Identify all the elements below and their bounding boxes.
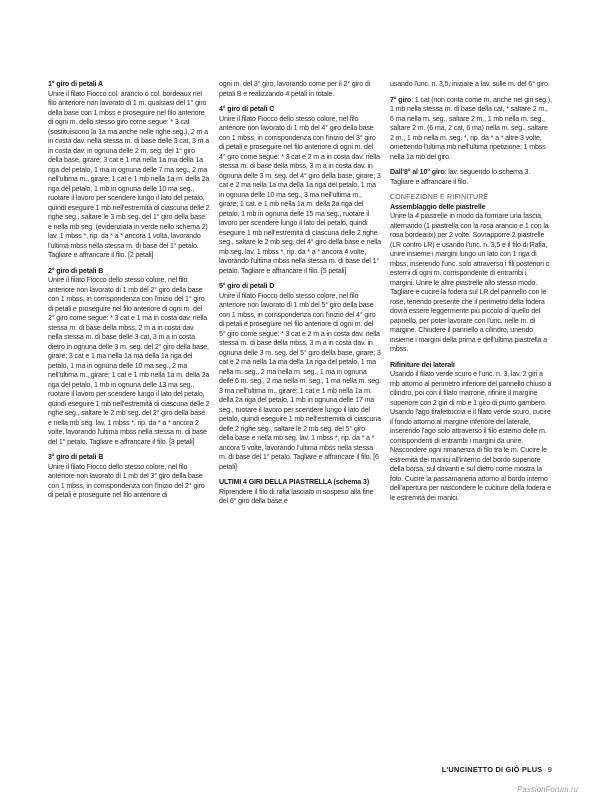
body-text: : lav. seguendo lo schema 3. Tagliare e affrancare il filo. <box>390 168 531 186</box>
body-text: Unire il filato Fiocco dello stesso colore, nel filo anteriore non lavorato di 1 mb del 2° giro della base con 1 mbss, in corrispondenza con l'inizio del 1° giro di petali e proseguire nel filo anteriore di ogni m. del 2° giro come segue: * 3 cat e 1 ma in costa dav. nella stessa m. di base della mbss, 2 m a in costa dav. nella stessa m. di base delle 3 cat, 3 m a in costa dietro in ognuna delle 3 m. seg. del 2° giro della base, girare; 3 cat e 1 ma nella 1a ma della 1a riga del petalo, 1 ma in ognuna delle 10 ma seg., 2 ma nell'ultima m., girare; 1 cat e 1 mb nella 1a m. della 2a riga del petalo, 1 mb in ognuna delle 13 ma seg., ruotare il lavoro per scendere lungo il lato del petalo, quindi eseguire 1 mb nell'estremità di ciascuna delle 2 righe seg., saltare le 2 mb seg. del 2° giro della base e nella mb seg. lav. 1 mbss *, rip. da * a * ancora 2 volte, lavorando l'ultima mbss nella stessa m. di base del 1° petalo. Tagliare e affrancare il filo. [3 petali] <box>48 276 210 446</box>
section-heading: Rifiniture dei laterali <box>390 360 455 369</box>
paragraph <box>390 96 552 163</box>
paragraph <box>219 478 381 507</box>
body-text: Usando il filato verde scuro e l'unc. n. 3, lav. 2 giri a mb attorno al perimetro inferiore del pannello chiuso a cilindro, poi con il filato marrone, rifinire il margine superiore con 2 giri di mb e 1 giro di punto gambero. Usando l'ago tirafettuccia e il filato verde scuro, cucire il fondo attorno al margine inferiore del laterale, inserendo l'ago solo attraverso il filo esterno delle m. corrispondenti di entrambi i margini da unire. Nascondere ogni rimanenza di filo tra le m. Cucire le estremità dei manici all'interno del bordo superiore della borsa, sul davanti e sul dietro come mostra la foto. Cucire la passamaneria attorno al bordo interno dell'apertura per nascondere le cuciture della fodera e le estremità dei manici. <box>390 370 552 502</box>
column-middle <box>219 80 381 513</box>
body-text: Riprendere il filo di rafia lasciato in sospeso alla fine del 6° giro della base e <box>219 487 374 505</box>
paragraph <box>48 267 210 448</box>
paragraph <box>48 453 210 501</box>
paragraph <box>48 80 210 261</box>
body-text: Unire il filato Fiocco dello stesso colore, nel filo anteriore non lavorato di 1 mb del 5° giro della base con 1 mbss, in corrispondenza con l'inizio del 4° giro di petali e proseguire nel filo anteriore di ogni m. del 5° giro come segue: * 3 cat e 2 m a in costa dav. nella stessa m. di base della mbss, 3 m a in costa dav. in ognuna delle 3 m. seg. del 5° giro della base, girare; 3 cat e 2 ma nella 1a ma della 1a riga del petalo, 1 ma nella m. seg., 2 ma nella m. seg., 1 ma in ognuna delle 6 m. seg., 2 ma nella m. seg., 1 ma nella m. seg. 3 ma nell'ultima m., girare; 1 cat e 1 mb nella 1a m. della 2a riga del petalo, 1 mb in ognuna delle 17 ma seg., ruotare il lavoro per scendere lungo il lato del petalo, quindi eseguire 1 mb nell'estremità di ciascuna delle 2 righe seg., saltare le 2 mb seg. del 5° giro della base e nella mb seg. lav. 1 mbss *, rip. da * a * ancora 5 volte, lavorando l'ultima mbss nella stessa m. di base del 1° petalo. Tagliare e affrancare il filo. [6 petali] <box>219 291 381 471</box>
column-left <box>48 80 210 507</box>
paragraph <box>219 80 381 99</box>
section-heading: 2° giro di petali B <box>48 266 104 275</box>
step-label: 7° giro <box>390 95 412 104</box>
paragraph <box>219 282 381 472</box>
magazine-name: L'UNCINETTO DI GIÒ PLUS <box>441 765 543 774</box>
paragraph <box>390 361 552 504</box>
section-heading: Assemblaggio delle piastrelle <box>390 202 486 211</box>
paragraph <box>390 80 552 90</box>
body-text: ogni m. del 3° giro, lavorando come per il 2° giro di petali B e realizzando 4 petali in totale. <box>219 80 371 98</box>
page-number: 9 <box>547 765 552 774</box>
section-heading: 1° giro di petali A <box>48 80 103 88</box>
body-text: : 1 cat (non conta come m. anche nei giri seg.), 1 mb nella stessa m. di base della cat, * saltare 2 m., 6 ma nella m. seg., saltare 2 m., 1 mb nella m. seg., saltare 2 m. (6 ma, 2 cat, 6 ma) nella m. seg., saltare 2 m., 1 mb nella m. seg. *, rip. da * a * altre 3 volte, omettendo l'ultima mb nell'ultima ripetizione; 1 mbss nella 1a mb del giro. <box>390 95 552 161</box>
section-heading: ULTIMI 4 GIRI DELLA PIASTRELLA (schema 3) <box>219 478 370 486</box>
body-text: Unire la 4 piastrelle in modo da formare una fascia, alternando (1 piastrella con la rosa arancio e 1 con la rosa bordeaux) per 2 volte. Sovrapporre 2 piastrelle (LR contro LR) e usando l'unc. n. 3,5 e il filo di Rafia, unire insieme i margini lungo un lato con 1 riga di mbss, inserendo l'unc. solo attraverso i fili posteriori o esterni di ogni m. corrispondente di entrambi i margini. Unire le altre piastrelle allo stesso modo. Tagliare e cucire la fodera sul LR del pannello con le rose, tenendo presente che il perimetro della fodera dovrà essere leggermente più piccolo di quello del pannello, per poter lavorare con l'unc. nelle m. di margine. Chiudere il pannello a cilindro, unendo insieme i margini della prima e dell'ultima piastrella a mbss. <box>390 212 550 353</box>
body-text: Unire il filato Fiocco col. arancio o col. bordeaux nel filo anteriore non lavorato di 1 m. qualsiasi del 1° giro della base con 1 mbss e proseguire nel filo anteriore di ogni m. dello stesso giro come segue: * 3 cat (sostituiscono la 1a ma anche nelle righe seg.), 2 m a in costa dav. nella stessa m. di base delle 3 cat, 3 m a in costa dav. in ognuna delle 2 m. seg. del 1° giro della base, girare; 3 cat e 1 ma nella 1a ma della 1a riga del petalo, 1 ma in ognuna delle 7 ma seg., 2 ma nell'ultima m., girare; 1 cat e 1 mb nella 1a m. della 2a riga del petalo, 1 mb in ognuna delle 10 ma seg., ruotare il lavoro per scendere lungo il lato del petalo, quindi eseguire 1 mb nell'estremità di ciascuna delle 2 righe seg., saltare le 3 mb seg. del 1° giro della base e nella mb seg. (evidenziata in verde nello schema 2) lav. 1 mbss *, rip. da * a * ancora 1 volta, lavorando l'ultima mbss nella stessa m. di base del 1° petalo. Tagliare e affrancare il filo. [2 petali] <box>48 89 210 259</box>
paragraph <box>219 105 381 276</box>
paragraph <box>390 193 552 355</box>
body-text: usando l'unc. n. 3,5, iniziare a lav. sulle m. del 6° giro. <box>390 80 550 88</box>
section-heading: 3° giro di petali B <box>48 453 104 461</box>
paragraph <box>390 168 552 187</box>
section-heading: 5° giro di petali D <box>219 282 275 290</box>
watermark: PassionForum.ru <box>517 785 578 794</box>
step-label: Dall'8° al 10° giro <box>390 168 445 176</box>
body-text: Unire il filato Fiocco dello stesso colore, nel filo anteriore non lavorato di 1 mb del 4° giro della base con 1 mbss, in corrispondenza con l'inizio del 3° giro di petali e proseguire nel filo anteriore di ogni m. del 4° giro come segue: * 3 cat e 2 m a in costa dav. nella stessa m. di base della mbss, 3 m a in costa dav. in ognuna delle 3 m. seg. del 4° giro della base, girare; 3 cat e 2 ma nella 1a ma della 1a riga del petalo, 1 ma in ognuna delle 10 ma seg., 3 ma nell'ultima m., girare; 1 cat. e 1 mb nella 1a m. della 2a riga del petalo, 1 mb in ognuna delle 15 ma seg., ruotare il lavoro per scendere lungo il lato del petalo, quindi eseguire 1 mb nell'estremità di ciascuna delle 2 righe seg., saltare le 2 mb seg. del 4° giro della base e nella mb seg. lav. 1 mbss *, rip. da * a * ancora 4 volte, lavorando l'ultima mbss nella stessa m. di base del 1° petalo. Tagliare e affrancare il filo. [5 petali] <box>219 114 381 275</box>
section-heading: 4° giro di petali C <box>219 105 275 113</box>
section-caption: CONFEZIONE E RIFINITURE <box>390 194 489 201</box>
page-footer <box>442 765 552 774</box>
column-right <box>390 80 552 509</box>
body-text: Unire il filato Fiocco dello stesso colore, nel filo anteriore non lavorato di 1 mb del 3° giro della base con 1 mbss, in corrispondenza con l'inizio del 2° giro di petali e proseguire nel filo anteriore di <box>48 462 205 499</box>
